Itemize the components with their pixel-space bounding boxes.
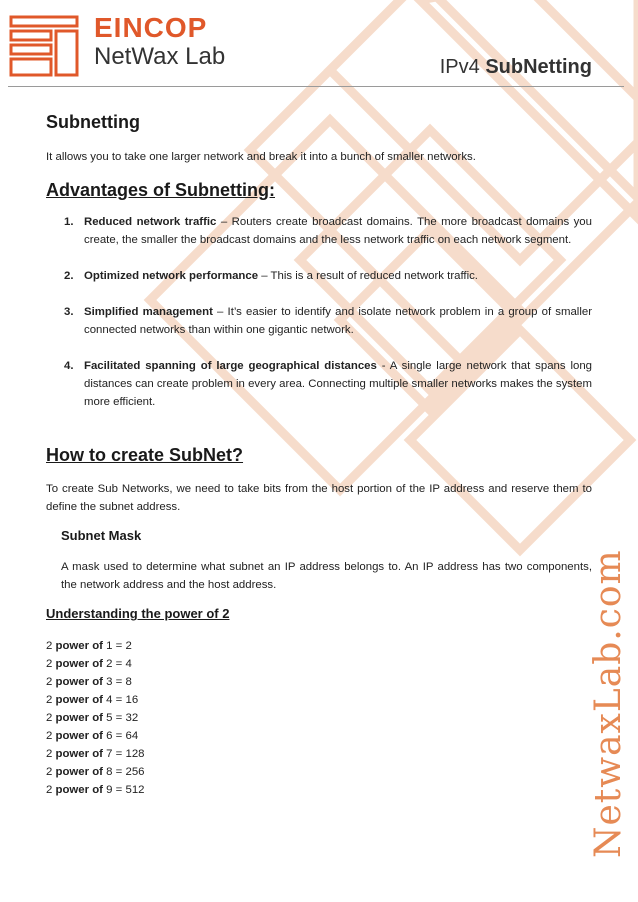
list-item: 2 power of 5 = 32: [46, 712, 139, 724]
heading-advantages: Advantages of Subnetting:: [46, 180, 275, 200]
header-divider: [8, 86, 624, 87]
list-item: 1. Reduced network traffic – Routers create broadcast domains. The more broadcast domains you create, the smaller the broadcast domains and the less network traffic on each network segment.: [64, 216, 592, 246]
subnetting-text: It allows you to take one larger network and break it into a bunch of smaller networks.: [46, 151, 476, 163]
list-item: 2 power of 9 = 512: [46, 784, 145, 796]
brand: [94, 14, 225, 70]
watermark-text: NetwaxLab.com: [588, 549, 629, 858]
list-item: 2. Optimized network performance – This is a result of reduced network traffic.: [64, 270, 478, 282]
list-item: 2 power of 4 = 16: [46, 694, 139, 706]
list-item: 2 power of 6 = 64: [46, 730, 139, 742]
list-item: 2 power of 2 = 4: [46, 658, 132, 670]
heading-create-subnet: How to create SubNet?: [46, 445, 244, 465]
document-title: [440, 56, 592, 79]
list-item: 4. Facilitated spanning of large geographical distances - A single large network that spans long distances can create problem in every area. Connecting multiple smaller networks makes the system more efficient.: [64, 360, 593, 408]
list-item: 2 power of 7 = 128: [46, 748, 145, 760]
power-of-2-list: [46, 637, 145, 799]
heading-subnet-mask: Subnet Mask: [61, 528, 142, 543]
create-subnet-text: To create Sub Networks, we need to take bits from the host portion of the IP address and reserve them to define the subnet address.: [46, 483, 592, 513]
heading-power-of-2: Understanding the power of 2: [46, 606, 230, 621]
list-item: 2 power of 1 = 2: [46, 640, 132, 652]
subnet-mask-text: A mask used to determine what subnet an IP address belongs to. An IP address has two components, the network address and the host address.: [61, 561, 592, 591]
list-item: 2 power of 3 = 8: [46, 676, 132, 688]
brand-subtitle: NetWax Lab: [94, 43, 226, 70]
list-item: 3. Simplified management – It’s easier to identify and isolate network problem in a group of smaller connected networks than within one gigantic network.: [64, 306, 592, 336]
eincop-logo-icon: [8, 14, 80, 78]
title-bold: SubNetting: [485, 56, 592, 78]
brand-name: EINCOP: [94, 12, 208, 43]
list-item: 2 power of 8 = 256: [46, 766, 145, 778]
heading-subnetting: Subnetting: [46, 112, 140, 132]
title-normal: IPv4: [439, 56, 480, 78]
advantages-list: [46, 213, 592, 411]
